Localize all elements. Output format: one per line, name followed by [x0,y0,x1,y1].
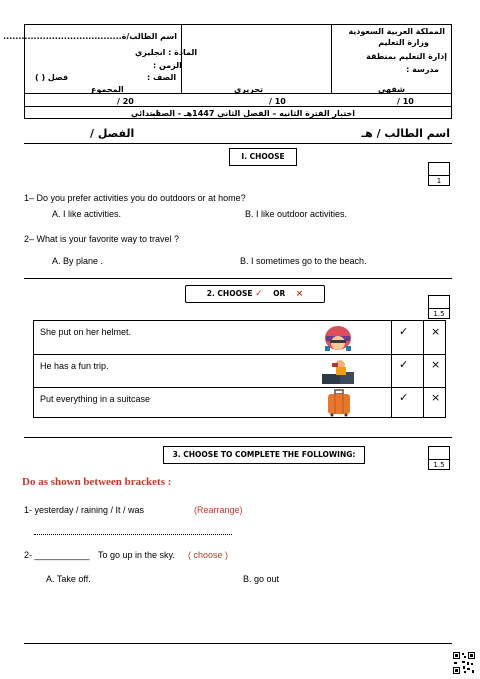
s2-row2-check[interactable]: ✓ [399,358,409,371]
s2-row2-text: He has a fun trip. [40,361,109,371]
divider [24,437,452,438]
student-name-line: اسم الطالب / هـ [361,127,450,140]
s3-q2-blank[interactable]: 2- ___________ [24,550,90,560]
qr-code-icon [452,651,476,675]
s1-question-1: 1– Do you prefer activities you do outdoors or at home? [24,193,246,203]
cross-mark-icon: × [295,289,304,299]
s1-q2-option-a: A. By plane . [52,256,104,266]
s1-q1-option-a: A. I like activities. [52,209,122,219]
section2-title-or: OR [273,289,286,298]
section1-title: I. CHOOSE [229,148,297,166]
check-mark-icon: ✓ [255,289,263,299]
s3-q1-answer-line[interactable] [34,534,232,535]
section3-title: 3. CHOOSE TO COMPLETE THE FOLLOWING: [163,446,365,464]
section3-points-box [428,446,450,470]
header-box [3,24,452,119]
class-label: فصل ( ) [35,73,69,82]
s3-q1-hint: (Rearrange) [194,505,243,515]
administration-label: إدارة التعليم بمنطقة [366,52,447,61]
s3-q2-option-b: B. go out [243,574,280,584]
country-name: المملكة العربية السعودية [348,27,445,36]
ministry-name: وزارة التعليم [378,38,429,47]
school-label: مدرسة : [406,65,439,74]
score-written: / 10 [269,97,286,106]
section2-table [33,320,446,418]
grade-label: الصف : [147,73,177,82]
s2-row3-cross[interactable]: × [431,391,441,404]
traveler-luggage-icon [320,357,356,385]
section3-instruction: Do as shown between brackets : [22,476,172,488]
subject-label: المادة : انجليزي [135,48,198,57]
s1-q1-option-b: B. I like outdoor activities. [245,209,348,219]
s1-question-2: 2– What is your favorite way to travel ? [24,234,180,244]
helmet-icon [322,324,354,352]
s2-row3-check[interactable]: ✓ [399,391,409,404]
section2-title-choose: 2. CHOOSE [206,289,253,298]
section2-points-box [428,295,450,319]
section3-points: 1.5 [433,461,445,469]
exam-title: اختبار الفترة الثانيه – الفصل الثاني 1447هـ - الصف [151,109,355,118]
class-line: الفصل / [90,127,135,140]
time-label: الزمن : [153,61,182,70]
student-name-field: اسم الطالب/ة....................................... [3,32,177,41]
s3-question-2: To go up in the sky. [98,550,175,560]
s2-row1-cross[interactable]: × [431,325,441,338]
s3-question-1: 1- yesterday / raining / It / was [24,505,145,515]
s2-row1-check[interactable]: ✓ [399,325,409,338]
s3-q2-option-a: A. Take off. [46,574,91,584]
divider [181,25,182,93]
col-written: تحريري [233,85,263,94]
section1-points-box [428,162,450,186]
section2-title [185,285,325,303]
suitcase-icon [326,389,352,417]
divider [24,143,452,144]
s2-row3-text: Put everything in a suitcase [40,394,151,404]
s2-row2-cross[interactable]: × [431,358,441,371]
score-total: / 20 [117,97,134,106]
level-label: ابتدائي [131,109,159,118]
divider [24,643,452,644]
col-oral: شفهي [378,85,405,94]
divider [24,278,452,279]
score-oral: / 10 [397,97,414,106]
section1-points: 1 [436,177,442,185]
col-total: المجموع [91,85,124,94]
s3-q2-hint: ( choose ) [188,550,229,560]
divider [25,106,451,107]
divider [331,25,332,93]
s1-q2-option-b: B. I sometimes go to the beach. [240,256,367,266]
s2-row1-text: She put on her helmet. [40,327,132,337]
section2-points: 1.5 [433,310,445,318]
